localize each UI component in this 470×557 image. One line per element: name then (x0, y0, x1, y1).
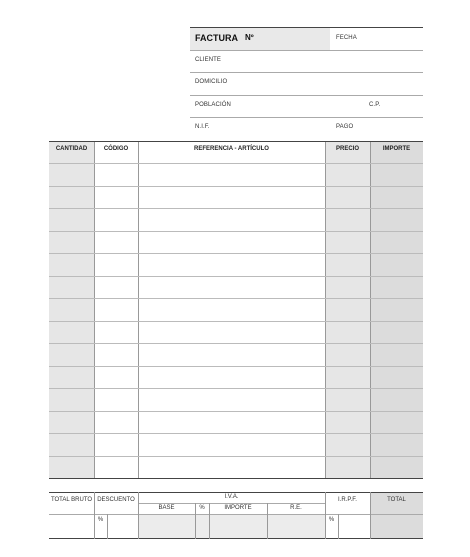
client-label: CLIENTE (195, 57, 222, 63)
invoice-number-label: Nº (245, 33, 254, 42)
vat-percent-label: % (199, 505, 205, 511)
postcode-label: C.P. (369, 102, 381, 108)
gross-total-label: TOTAL BRUTO (50, 497, 93, 503)
invoice-header (190, 27, 423, 139)
re-label: R.E. (290, 505, 302, 511)
city-label: POBLACIÓN (195, 102, 231, 108)
discount-percent-label: % (97, 517, 104, 523)
nif-label: N.I.F. (195, 124, 210, 130)
date-label: FECHA (336, 35, 357, 41)
totals-table (49, 492, 423, 539)
address-label: DOMICILIO (195, 79, 228, 85)
vat-amount-label: IMPORTE (224, 505, 252, 511)
col-price: PRECIO (335, 146, 359, 152)
col-quantity: CANTIDAD (55, 146, 88, 152)
base-label: BASE (158, 505, 175, 511)
items-table (49, 141, 423, 479)
irpf-label: I.R.P.F. (338, 497, 357, 503)
vat-label: I.V.A. (224, 494, 239, 500)
col-amount: IMPORTE (382, 146, 411, 152)
invoice-title: FACTURA (195, 33, 238, 43)
col-reference: REFERENCIA - ARTÍCULO (194, 146, 269, 152)
discount-label: DESCUENTO (97, 497, 135, 503)
irpf-percent-label: % (328, 517, 335, 523)
payment-label: PAGO (336, 124, 354, 130)
total-label: TOTAL (387, 497, 406, 503)
col-code: CÓDIGO (103, 146, 129, 152)
